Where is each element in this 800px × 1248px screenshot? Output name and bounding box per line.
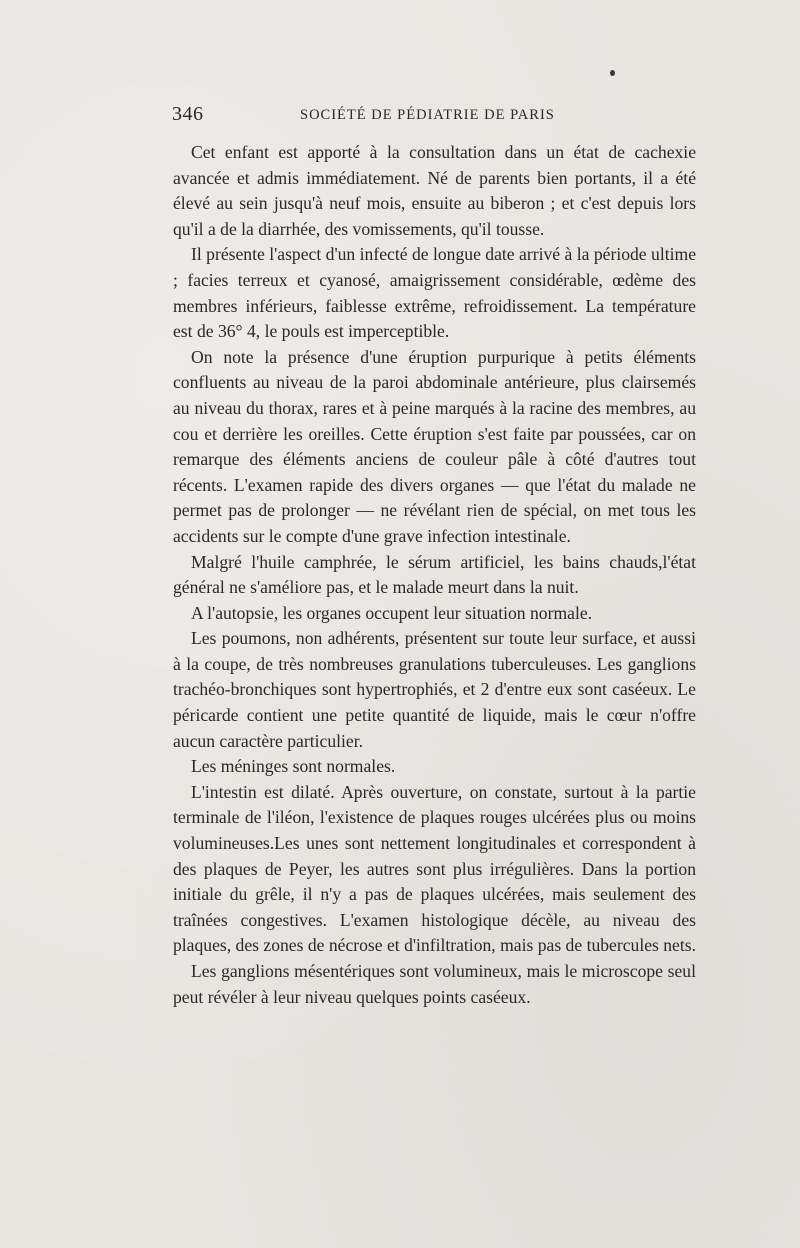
paragraph-eruption: On note la présence d'une éruption purpurique à petits éléments confluents au niveau de la paroi abdominale antérieure, plus clairsemés au niveau du thorax, rares et à peine marqués à la racine des membres, au cou et derrière les oreilles. Cette éruption s'est faite par poussées, car on remarque des éléments anciens de couleur pâle à côté d'autres tout récents. L'examen rapide des divers organes — que l'état du malade ne permet pas de prolonger — ne révélant rien de spécial, on met tous les accidents sur le compte d'une grave infection intestinale. [173, 346, 696, 546]
paragraph-ganglia: Les ganglions mésentériques sont volumineux, mais le microscope seul peut révéler à leur niveau quelques points caséeux. [173, 961, 696, 1007]
paragraph-meninges: Les méninges sont normales. [191, 756, 396, 777]
paragraph-lungs: Les poumons, non adhérents, présentent sur toute leur surface, et aussi à la coupe, de très nombreuses granulations tuberculeuses. Les ganglions trachéo-bronchiques sont hypertrophiés, et 2 d'entre eux sont caséeux. Le péricarde contient une petite quantité de liquide, mais le cœur n'offre aucun caractère particulier. [173, 628, 696, 751]
paragraph-intestine: L'intestin est dilaté. Après ouverture, on constate, surtout à la partie terminale de l'iléon, l'existence de plaques rouges ulcérées plus ou moins volumineuses.Les unes sont nettement longitudinales et correspondent à des plaques de Peyer, les autres sont plus irrégulières. Dans la portion initiale du grêle, il n'y a pas de plaques ulcérées, mais seulement des traînées congestives. L'examen histologique décèle, au niveau des plaques, des zones de nécrose et d'infiltration, mais pas de tubercules nets. [173, 781, 697, 956]
paragraph-admission: Cet enfant est apporté à la consultation dans un état de cachexie avancée et admis immédiatement. Né de parents bien portants, il a été élevé au sein jusqu'à neuf mois, ensuite au biberon ; et c'est depuis lors qu'il a de la diarrhée, des vomissements, qu'il tousse. [173, 142, 696, 239]
body-text [173, 140, 696, 1010]
running-header [172, 103, 712, 127]
page-number: 346 [172, 103, 204, 125]
ink-speck [610, 70, 615, 76]
running-title: SOCIÉTÉ DE PÉDIATRIE DE PARIS [300, 107, 555, 123]
paragraph-treatment: Malgré l'huile camphrée, le sérum artificiel, les bains chauds,l'état général ne s'améliore pas, et le malade meurt dans la nuit. [173, 551, 696, 598]
paragraph-presentation: Il présente l'aspect d'un infecté de longue date arrivé à la période ultime ; facies terreux et cyanosé, amaigrissement considérable, œdème des membres inférieurs, faiblesse extrême, refroidissement. La température est de 36° 4, le pouls est imperceptible. [173, 244, 696, 342]
paragraph-autopsy: A l'autopsie, les organes occupent leur situation normale. [191, 602, 593, 623]
